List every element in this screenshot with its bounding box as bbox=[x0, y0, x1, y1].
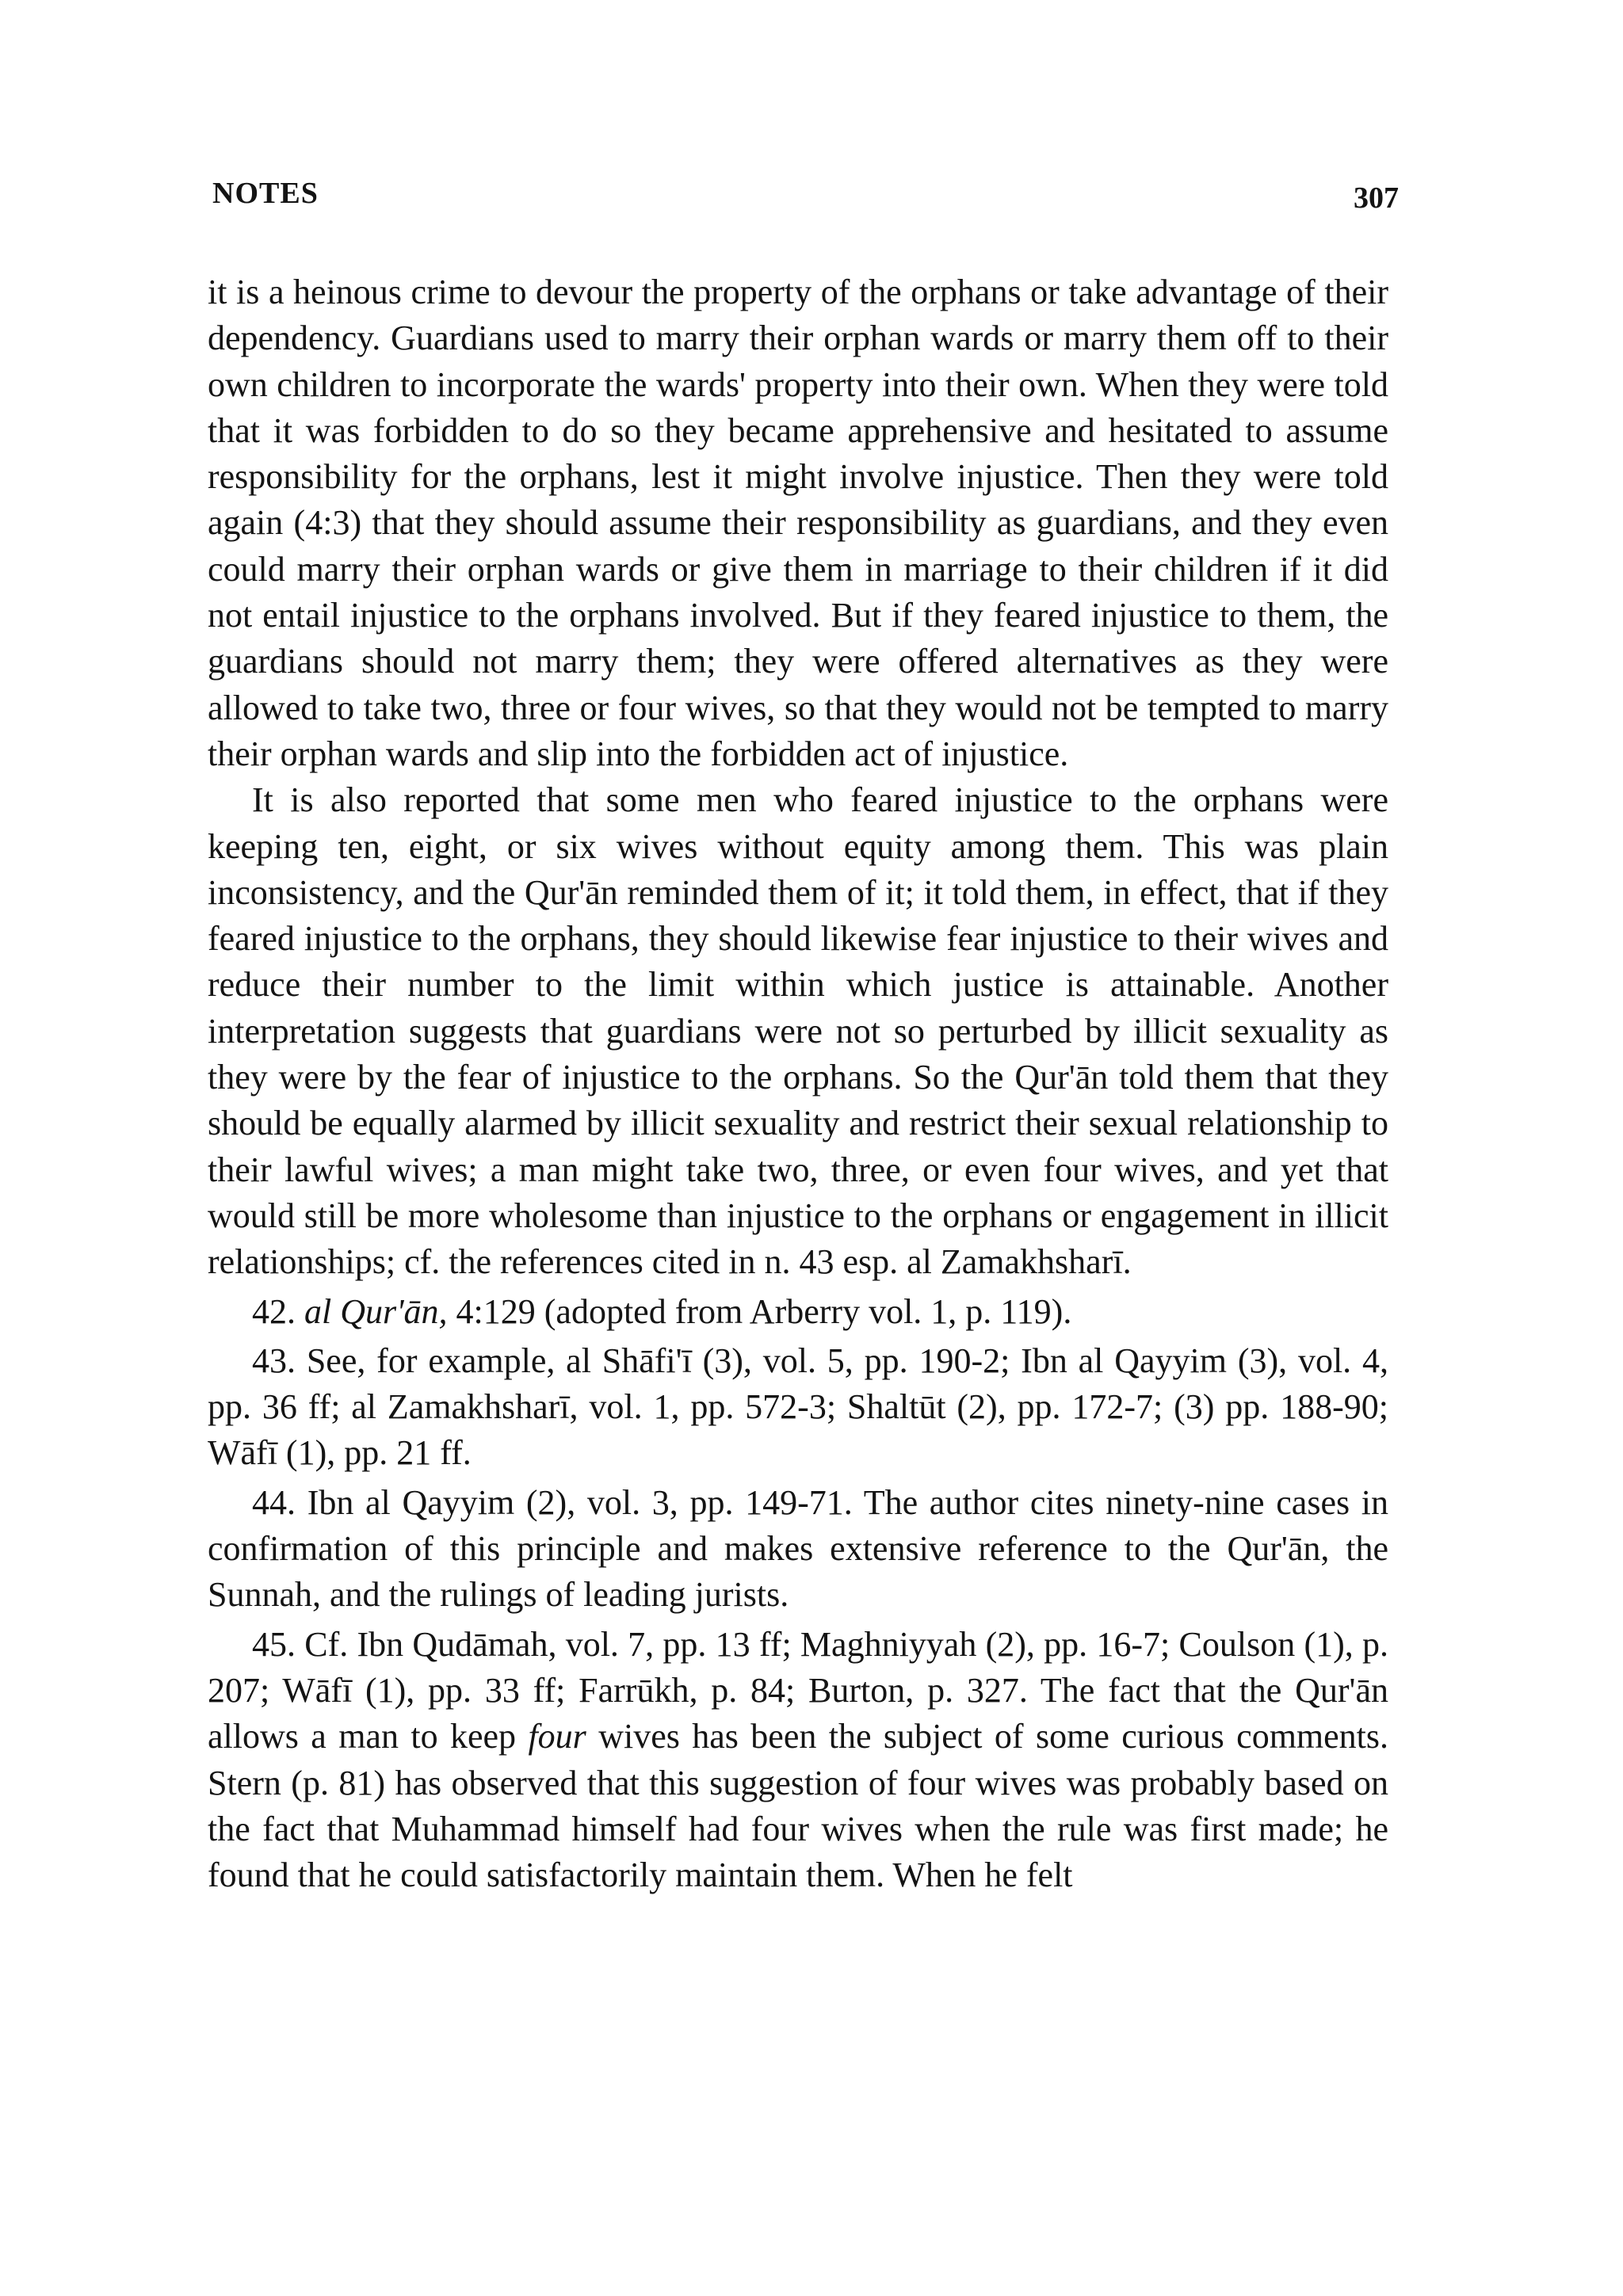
note-number: 45. bbox=[252, 1624, 296, 1664]
note-44 bbox=[208, 1480, 1388, 1619]
note-italic-title: al Qur'ān, bbox=[304, 1291, 448, 1331]
body-paragraph: It is also reported that some men who feared injustice to the orphans were keeping ten, eight, or six wives without equity among them. This was plain inconsistency, and the Qur'ān reminded them of it; it told them, in effect, that if they feared injustice to the orphans, they should likewise fear injustice to their wives and reduce their number to the limit within which justice is attainable. Another interpretation suggests that guardians were not so perturbed by illicit sexuality as they were by the fear of injustice to the orphans. So the Qur'ān told them that they should be equally alarmed by illicit sexuality and restrict their sexual relationship to their lawful wives; a man might take two, three, or even four wives, and yet that would still be more wholesome than injustice to the orphans or engagement in illicit relationships; cf. the references cited in n. 43 esp. al Zamakhsharī. bbox=[208, 780, 1388, 1282]
note-text: Ibn al Qayyim (2), vol. 3, pp. 149-71. The author cites ninety-nine cases in confirmation of this principle and makes extensive reference to the Qur'ān, the Sunnah, and the rulings of leading jurists. bbox=[208, 1482, 1389, 1615]
note-number: 42. bbox=[252, 1291, 296, 1331]
running-head bbox=[212, 176, 1399, 223]
running-title: NOTES bbox=[212, 177, 319, 210]
note-text-after: wives has been the subject of some curious comments. Stern (p. 81) has observed that this suggestion of four wives was probably based on the fact that Muhammad himself had four wives when the rule was first made; he found that he could satisfactorily maintain them. When he felt bbox=[208, 1717, 1389, 1895]
note-45 bbox=[208, 1622, 1388, 1899]
note-text: See, for example, al Shāfi'ī (3), vol. 5, pp. 190-2; Ibn al Qayyim (3), vol. 4, pp. 36 ff; al Zamakhsharī, vol. 1, pp. 572-3; Shaltūt (2), pp. 172-7; (3) pp. 188-90; Wāfī (1), pp. 21 ff. bbox=[208, 1341, 1388, 1473]
notes-text-body bbox=[208, 269, 1388, 1898]
page-number: 307 bbox=[1354, 181, 1399, 215]
note-43 bbox=[208, 1338, 1388, 1477]
note-text: 4:129 (adopted from Arberry vol. 1, p. 119). bbox=[456, 1291, 1072, 1331]
note-42 bbox=[208, 1289, 1388, 1335]
continuation-paragraph: it is a heinous crime to devour the property of the orphans or take advantage of their dependency. Guardians used to marry their orphan wards or marry them off to their own children to incorporate the wards' property into their own. When they were told that it was forbidden to do so they became apprehensive and hesitated to assume responsibility for the orphans, lest it might involve injustice. Then they were told again (4:3) that they should assume their responsibility as guardians, and they even could marry their orphan wards or give them in marriage to their children if it did not entail injustice to the orphans involved. But if they feared injustice to them, the guardians should not marry them; they were offered alternatives as they were allowed to take two, three or four wives, so that they would not be tempted to marry their orphan wards and slip into the forbidden act of injustice. bbox=[208, 273, 1388, 773]
note-number: 43. bbox=[252, 1341, 296, 1380]
note-text-before: Cf. Ibn Qudāmah, vol. 7, pp. 13 ff; Maghniyyah (2), pp. 16-7; Coulson (1), p. 207; Wāfī (1), pp. 33 ff; Farrūkh, p. 84; Burton, p. 327. The fact that the Qur'ān allows a man to keep bbox=[208, 1624, 1388, 1756]
note-italic-word: four bbox=[528, 1717, 586, 1756]
note-number: 44. bbox=[252, 1482, 296, 1522]
